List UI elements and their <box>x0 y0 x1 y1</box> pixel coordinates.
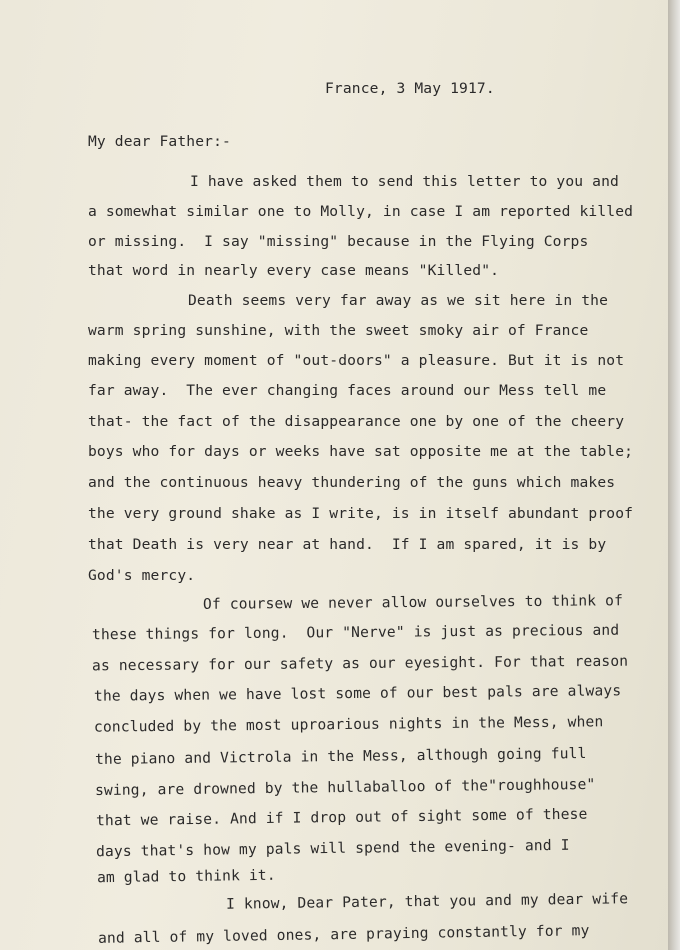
letter-line: far away. The ever changing faces around our Mess tell me <box>88 382 607 399</box>
letter-line: am glad to think it. <box>96 866 276 887</box>
letter-line: I know, Dear Pater, that you and my dear wife <box>225 890 629 913</box>
letter-line: Death seems very far away as we sit here in the <box>188 292 609 309</box>
letter-line: God's mercy. <box>88 567 196 584</box>
letter-line: the very ground shake as I write, is in itself abundant proof <box>88 505 634 522</box>
letter-line: these things for long. Our "Nerve" is just as precious and <box>91 621 620 644</box>
letter-line: Of coursew we never allow ourselves to think of <box>202 592 624 613</box>
letter-line: I have asked them to send this letter to you and <box>190 173 619 190</box>
letter-line: and all of my loved ones, are praying constantly for my <box>97 922 590 947</box>
letter-line: that word in nearly every case means "Killed". <box>88 262 500 279</box>
letter-line: and the continuous heavy thundering of the guns which makes <box>88 474 616 491</box>
letter-line: or missing. I say "missing" because in the Flying Corps <box>88 233 589 250</box>
letter-line: days that's how my pals will spend the evening- and I <box>95 836 570 861</box>
dateline: France, 3 May 1917. <box>325 80 495 97</box>
letter-line: making every moment of "out-doors" a pleasure. But it is not <box>88 352 625 369</box>
letter-line: that we raise. And if I drop out of sight some of these <box>95 805 588 830</box>
letter-line: the days when we have lost some of our best pals are always <box>93 682 622 705</box>
letter-line: concluded by the most uproarious nights in the Mess, when <box>93 713 604 736</box>
letter-line: that Death is very near at hand. If I am spared, it is by <box>88 536 607 553</box>
letter-line: swing, are drowned by the hullaballoo of the"roughhouse" <box>94 775 596 800</box>
letter-line: warm spring sunshine, with the sweet smoky air of France <box>88 322 589 339</box>
letter-line: boys who for days or weeks have sat opposite me at the table; <box>88 443 634 460</box>
letter-line: as necessary for our safety as our eyesight. For that reason <box>91 652 629 675</box>
page-edge <box>668 0 680 950</box>
salutation: My dear Father:- <box>88 133 231 150</box>
letter-line: that- the fact of the disappearance one by one of the cheery <box>88 413 625 430</box>
letter-line: a somewhat similar one to Molly, in case I am reported killed <box>88 203 634 220</box>
letter-line: the piano and Victrola in the Mess, although going full <box>94 744 587 769</box>
